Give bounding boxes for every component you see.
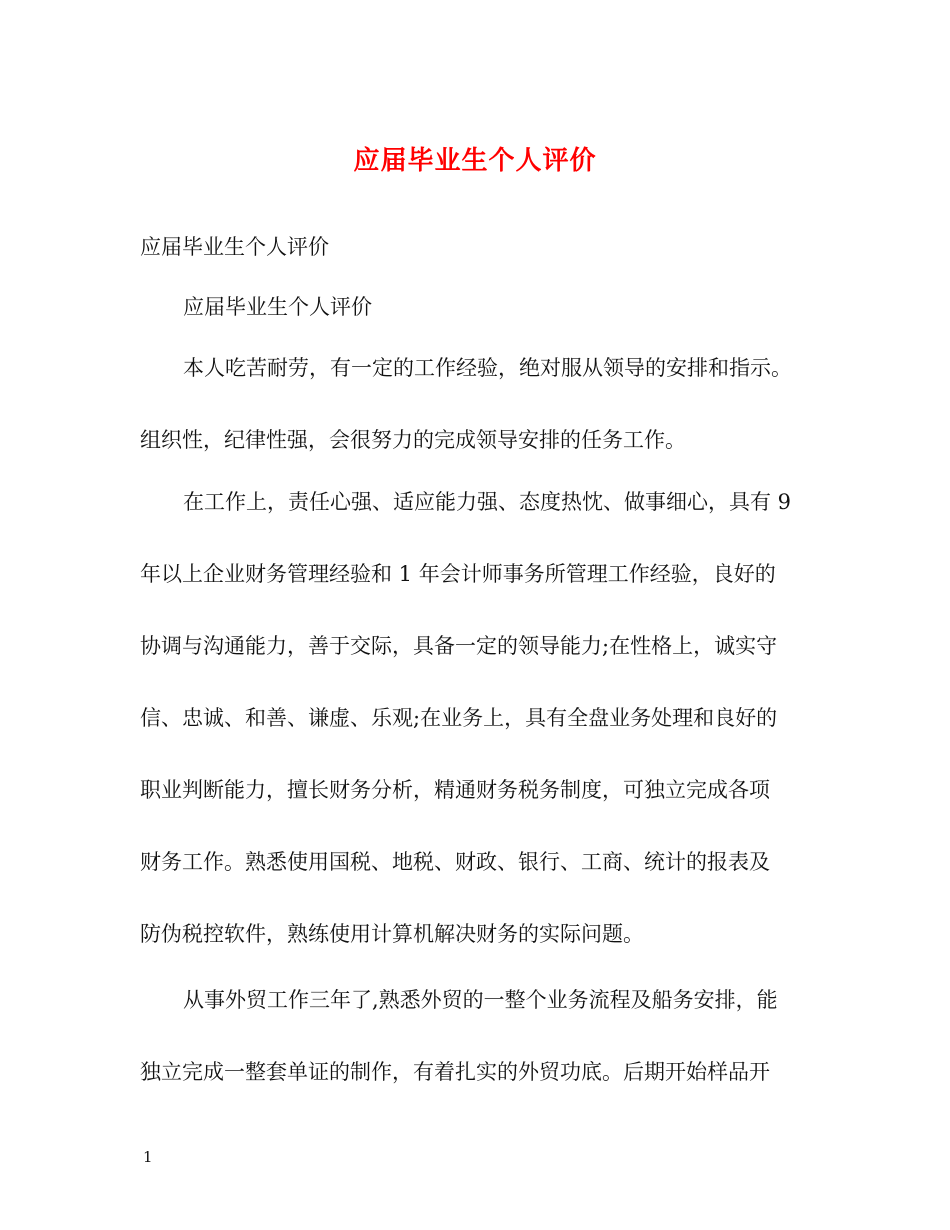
body-line: 独立完成一整套单证的制作，有着扎实的外贸功底。后期开始样品开 xyxy=(140,1060,770,1084)
document-title: 应届毕业生个人评价 xyxy=(353,146,597,176)
body-line: 组织性，纪律性强，会很努力的完成领导安排的任务工作。 xyxy=(140,428,686,452)
page-number: 1 xyxy=(143,1148,153,1166)
body-line: 本人吃苦耐劳，有一定的工作经验，绝对服从领导的安排和指示。 xyxy=(183,356,792,380)
body-line: 从事外贸工作三年了,熟悉外贸的一整个业务流程及船务安排，能 xyxy=(183,988,778,1012)
body-line: 财务工作。熟悉使用国税、地税、财政、银行、工商、统计的报表及 xyxy=(140,850,770,874)
body-line: 信、忠诚、和善、谦虚、乐观;在业务上，具有全盘业务处理和良好的 xyxy=(140,706,778,730)
body-line: 防伪税控软件，熟练使用计算机解决财务的实际问题。 xyxy=(140,922,644,946)
body-line: 应届毕业生个人评价 xyxy=(183,295,372,319)
body-line: 年以上企业财务管理经验和 1 年会计师事务所管理工作经验，良好的 xyxy=(140,562,776,586)
body-line: 职业判断能力，擅长财务分析，精通财务税务制度，可独立完成各项 xyxy=(140,778,770,802)
body-line: 协调与沟通能力，善于交际，具备一定的领导能力;在性格上，诚实守 xyxy=(140,634,778,658)
body-line: 在工作上，责任心强、适应能力强、态度热忱、做事细心，具有 9 xyxy=(183,490,792,514)
body-line: 应届毕业生个人评价 xyxy=(140,235,329,259)
